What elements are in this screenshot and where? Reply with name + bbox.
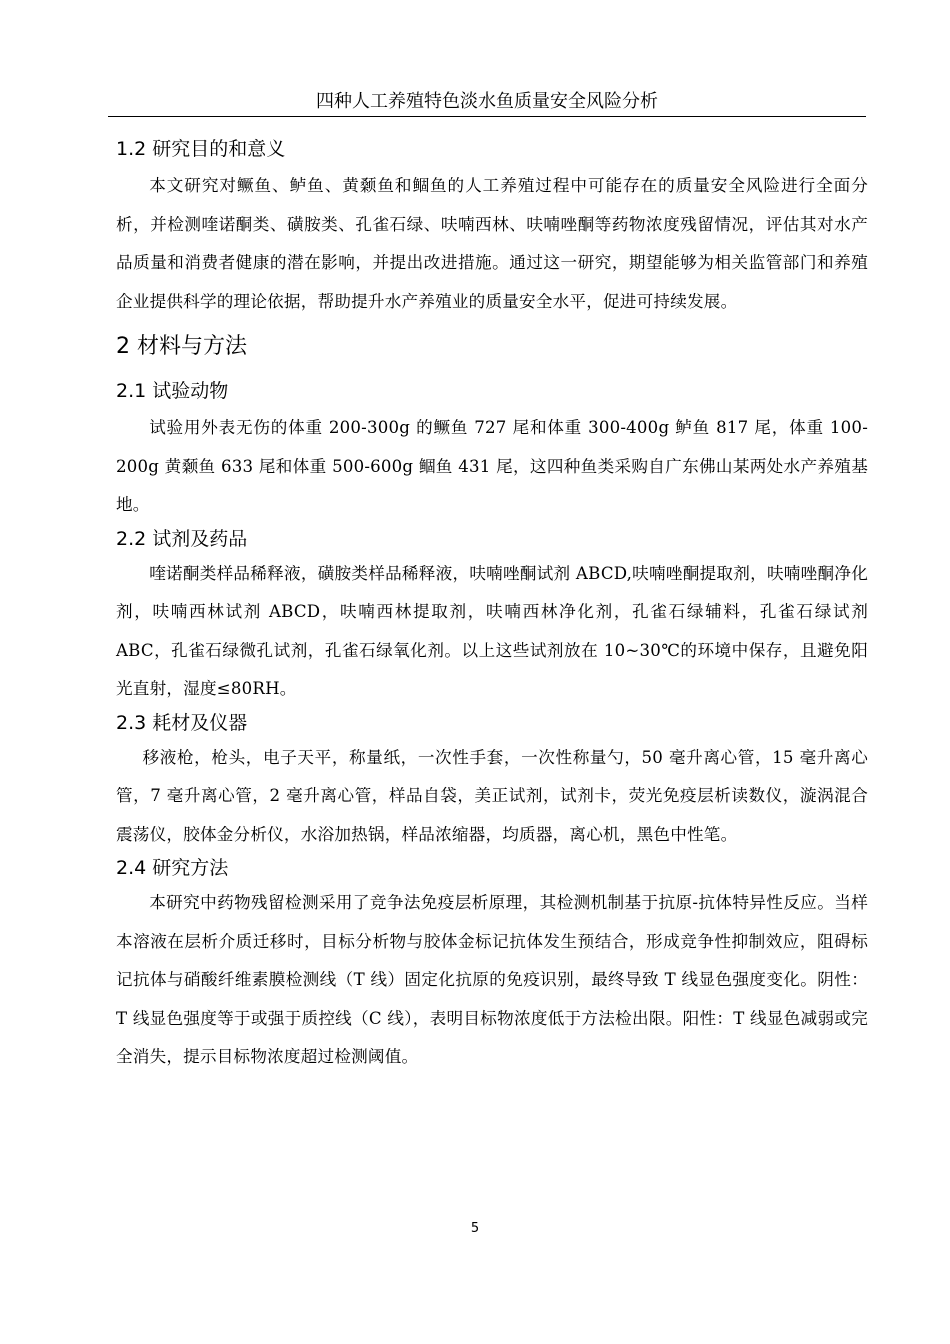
paragraph-2-2: 喹诺酮类样品稀释液，磺胺类样品稀释液，呋喃唑酮试剂 ABCD,呋喃唑酮提取剂，呋喃唑酮净化剂，呋喃西林试剂 ABCD，呋喃西林提取剂，呋喃西林净化剂，孔雀石绿辅料，孔雀石绿试剂 ABC，孔雀石绿微孔试剂，孔雀石绿氧化剂。以上这些试剂放在 10~30℃的环境中保存，且避免阳光直射，湿度≤80RH。 xyxy=(116,563,868,698)
heading-2-2: 2.2 试剂及药品 xyxy=(116,527,248,550)
paragraph-1-2: 本文研究对鳜鱼、鲈鱼、黄颡鱼和鲴鱼的人工养殖过程中可能存在的质量安全风险进行全面分析，并检测喹诺酮类、磺胺类、孔雀石绿、呋喃西林、呋喃唑酮等药物浓度残留情况，评估其对水产品质量和消费者健康的潜在影响，并提出改进措施。通过这一研究，期望能够为相关监管部门和养殖企业提供科学的理论依据，帮助提升水产养殖业的质量安全水平，促进可持续发展。 xyxy=(116,176,868,311)
heading-2-3: 2.3 耗材及仪器 xyxy=(116,711,248,734)
heading-1-2: 1.2 研究目的和意义 xyxy=(116,138,286,160)
paragraph-2-3: 移液枪，枪头，电子天平，称量纸，一次性手套，一次性称量勺，50 毫升离心管，15 毫升离心管，7 毫升离心管，2 毫升离心管，样品自袋，美正试剂，试剂卡，荧光免疫层析读数仪，漩涡混合震荡仪，胶体金分析仪，水浴加热锅，样品浓缩器，均质器，离心机，黑色中性笔。 xyxy=(116,747,868,844)
heading-2-4: 2.4 研究方法 xyxy=(116,857,229,879)
running-header xyxy=(108,88,866,117)
header-title: 四种人工养殖特色淡水鱼质量安全风险分析 xyxy=(316,91,658,112)
heading-2-1: 2.1 试验动物 xyxy=(116,380,229,402)
page-number: 5 xyxy=(470,1221,480,1236)
heading-2: 2 材料与方法 xyxy=(116,334,247,359)
paragraph-2-4: 本研究中药物残留检测采用了竞争法免疫层析原理，其检测机制基于抗原-抗体特异性反应。当样本溶液在层析介质迁移时，目标分析物与胶体金标记抗体发生预结合，形成竞争性抑制效应，阻碍标记抗体与硝酸纤维素膜检测线（T 线）固定化抗原的免疫识别，最终导致 T 线显色强度变化。阴性：T 线显色强度等于或强于质控线（C 线），表明目标物浓度低于方法检出限。阳性：T 线显色减弱或完全消失，提示目标物浓度超过检测阈值。 xyxy=(116,893,868,1066)
page-body xyxy=(116,135,868,1077)
page-footer xyxy=(0,1220,950,1238)
paragraph-2-1: 试验用外表无伤的体重 200-300g 的鳜鱼 727 尾和体重 300-400g 鲈鱼 817 尾，体重 100-200g 黄颡鱼 633 尾和体重 500-600g 鲴鱼 431 尾，这四种鱼类采购自广东佛山某两处水产养殖基地。 xyxy=(116,418,868,514)
